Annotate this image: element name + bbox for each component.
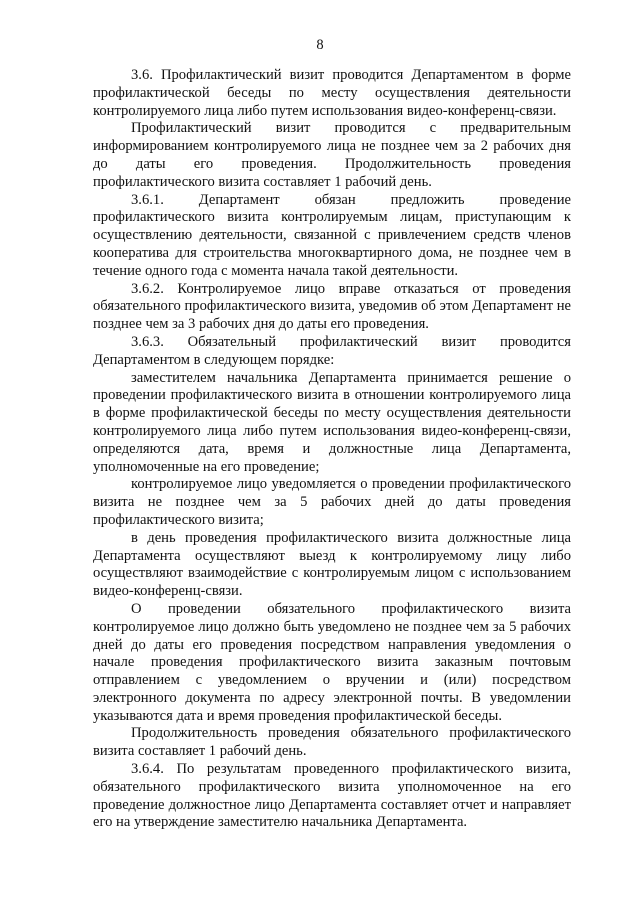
page-number: 8 — [316, 37, 324, 53]
paragraph-3-6: 3.6. Профилактический визит проводится Департаментом в форме профилактической беседы по месту осуществления деятельности контролируемого лица либо путем использования видео-конференц-связи. — [93, 67, 571, 119]
paragraph-visit-notice: Профилактический визит проводится с предварительным информированием контролируемого лица не позднее чем за 2 рабочих дня до даты его проведения. Продолжительность проведения профилактического визита составляет 1 рабочий день. — [93, 120, 571, 190]
paragraph-notification: контролируемое лицо уведомляется о проведении профилактического визита не позднее чем за 5 рабочих дней до даты проведения профилактического визита; — [93, 476, 571, 528]
paragraph-duration: Продолжительность проведения обязательного профилактического визита составляет 1 рабочий день. — [93, 725, 571, 760]
document-body — [93, 67, 571, 832]
paragraph-mandatory-notice: О проведении обязательного профилактического визита контролируемое лицо должно быть уведомлено не позднее чем за 5 рабочих дней до даты его проведения посредством направления уведомления о начале проведения профилактического визита заказным почтовым отправлением с уведомлением о вручении и (или) посредством электронного документа по адресу электронной почты. В уведомлении указываются дата и время проведения профилактической беседы. — [93, 600, 571, 724]
paragraph-3-6-2: 3.6.2. Контролируемое лицо вправе отказаться от проведения обязательного профилактического визита, уведомив об этом Департамент не позднее чем за 3 рабочих дня до даты его проведения. — [93, 280, 571, 333]
paragraph-decision: заместителем начальника Департамента принимается решение о проведении профилактического визита в отношении контролируемого лица в форме профилактической беседы по месту осуществления деятельности контролируемого лица либо путем использования видео-конференц-связи, определяются дата, время и должностные лица Департамента, уполномоченные на его проведение; — [93, 369, 571, 475]
paragraph-3-6-1: 3.6.1. Департамент обязан предложить проведение профилактического визита контролируемым лицам, приступающим к осуществлению деятельности, связанной с привлечением средств членов кооператива для строительства многоквартирного дома, не позднее чем в течение одного года с момента начала такой деятельности. — [93, 191, 571, 279]
paragraph-3-6-3: 3.6.3. Обязательный профилактический визит проводится Департаментом в следующем порядке: — [93, 333, 571, 368]
paragraph-visit-day: в день проведения профилактического визита должностные лица Департамента осуществляют выезд к контролируемому лицу либо осуществляют взаимодействие с контролируемым лицом с использованием видео-конференц-связи. — [93, 529, 571, 600]
paragraph-3-6-4: 3.6.4. По результатам проведенного профилактического визита, обязательного профилактического визита уполномоченное на его проведение должностное лицо Департамента составляет отчет и направляет его на утверждение заместителю начальника Департамента. — [93, 761, 571, 831]
